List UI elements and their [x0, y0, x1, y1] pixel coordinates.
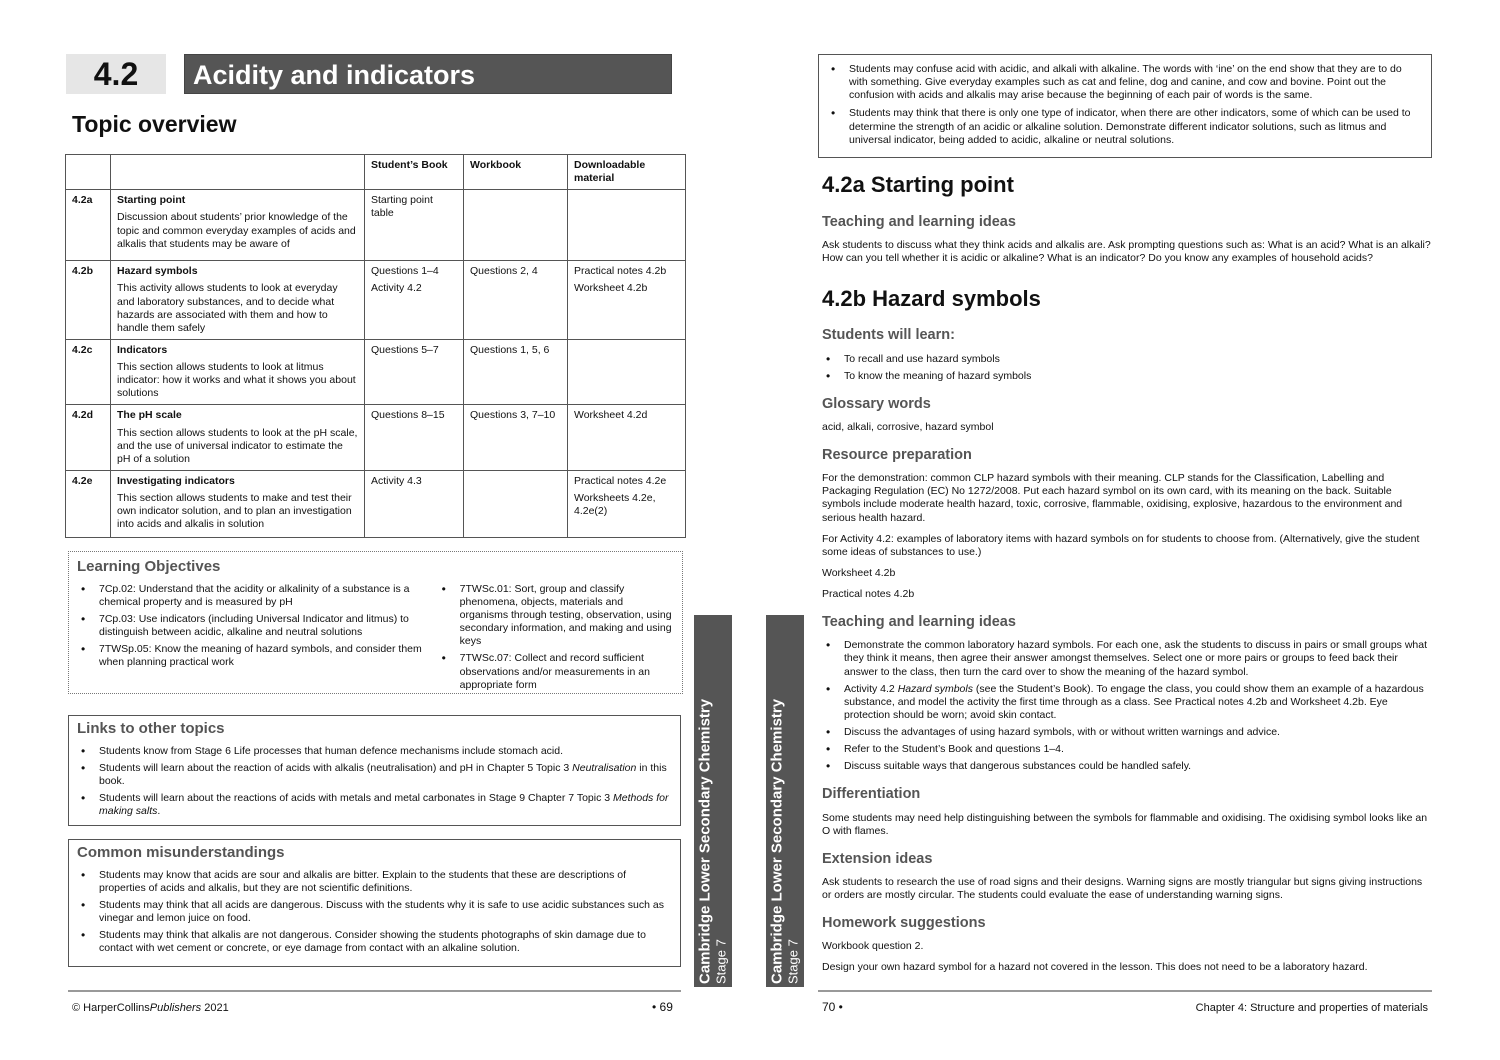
table-header: [111, 155, 365, 190]
links-text: in this book.: [99, 761, 667, 787]
row-description-cell: [111, 261, 365, 340]
misunderstandings-heading: Common misunderstandings: [77, 844, 285, 861]
students-book-cell: [365, 190, 464, 261]
table-row: [66, 190, 686, 261]
row-code: 4.2d: [66, 405, 111, 471]
links-item: [77, 762, 672, 788]
workbook-cell: [464, 261, 568, 340]
overview-heading: Topic overview: [72, 111, 237, 137]
students-book-cell: [365, 405, 464, 471]
footer-copyright: [72, 1002, 229, 1016]
cell-text: Questions 5–7: [371, 343, 439, 356]
band-stage: Stage 7: [785, 939, 801, 984]
downloadable-cell: [568, 339, 686, 405]
teaching-ref: Hazard symbols: [897, 682, 973, 695]
learning-objectives-box: [68, 551, 683, 694]
band-title: Cambridge Lower Secondary Chemistry: [696, 698, 714, 984]
table-header: Downloadable material: [568, 155, 686, 190]
band-title: Cambridge Lower Secondary Chemistry: [768, 698, 786, 984]
students-book-cell: [365, 261, 464, 340]
cell-text: Worksheet 4.2b: [574, 282, 648, 295]
row-description-cell: [111, 190, 365, 261]
paragraph: Some students may need help distinguishing between the symbols for flammable and oxidising. The oxidising symbol looks like an O with flames.: [822, 811, 1428, 837]
subsection-heading: Resource preparation: [822, 447, 972, 463]
subsection-heading: Teaching and learning ideas: [822, 213, 1016, 230]
learning-item: • To know the meaning of hazard symbols: [822, 370, 1432, 383]
workbook-cell: [464, 190, 568, 261]
links-item: • Students know from Stage 6 Life processes that human defence mechanisms include stomach acid.: [77, 745, 672, 758]
misunderstandings-list: [77, 869, 672, 956]
downloadable-cell: [568, 261, 686, 340]
subsection-heading: Glossary words: [822, 395, 931, 412]
learning-item: • To recall and use hazard symbols: [822, 353, 1432, 366]
objective-item: • 7Cp.02: Understand that the acidity or alkalinity of a substance is a chemical property and is measured by pH: [77, 583, 424, 609]
misunderstanding-item: • Students may think that all acids are dangerous. Discuss with the students why it is safe to use acidic substances such as vinegar and lemon juice on food.: [77, 899, 672, 925]
misunderstanding-item: • Students may think that there is only one type of indicator, when there are other indicators, some of which can be used to determine the strength of an acidic or alkaline solution. Demonstrate different indicator solutions, such as litmus and universal indicator, being added to acidic, alkaline or neutral solutions.: [827, 107, 1423, 146]
links-ref: Methods for making salts: [99, 792, 669, 818]
links-ref: Neutralisation: [572, 761, 637, 774]
paragraph: Ask students to discuss what they think acids and alkalis are. Ask prompting questions such as: What is an acid? What is an alkali? How can you tell whether it is acidic or alkaline? What is an indicator? Do you know any examples of household acids?: [822, 238, 1431, 264]
row-title: Hazard symbols: [117, 265, 198, 278]
paragraph: Workbook question 2.: [822, 940, 924, 953]
row-code: 4.2c: [66, 339, 111, 405]
cell-text: Practical notes 4.2b: [574, 265, 667, 278]
row-description: This section allows students to make and test their own indicator solution, and to plan an investigation into acids and alkalis in solution: [117, 492, 352, 531]
page-number-right: 70 •: [822, 1000, 843, 1014]
right-content: [822, 171, 1432, 983]
row-description-cell: [111, 405, 365, 471]
cell-text: Questions 8–15: [371, 409, 445, 422]
workbook-cell: [464, 470, 568, 537]
objectives-list: [77, 583, 424, 696]
links-text: Students will learn about the reaction of acids with alkalis (neutralisation) and pH in Chapter 5 Topic 3: [99, 761, 573, 774]
page-number-left: • 69: [652, 1000, 673, 1014]
learning-objectives-heading: Learning Objectives: [77, 558, 221, 575]
row-description: This section allows students to look at the pH scale, and the use of universal indicator to estimate the pH of a solution: [117, 426, 358, 465]
topic-overview-table: [65, 154, 686, 538]
footer-chapter: Chapter 4: Structure and properties of materials: [1195, 1002, 1428, 1014]
table-header-row: [66, 155, 686, 190]
row-code: 4.2e: [66, 470, 111, 537]
links-text: Students will learn about the reactions of acids with metals and metal carbonates in Stage 9 Chapter 7 Topic 3: [99, 792, 614, 805]
objective-item: • 7TWSp.05: Know the meaning of hazard symbols, and consider them when planning practical work: [77, 643, 424, 669]
row-title: Investigating indicators: [117, 474, 235, 487]
cell-text: Worksheet 4.2d: [574, 409, 648, 422]
objective-item: • 7TWSc.01: Sort, group and classify phenomena, objects, materials and organisms through testing, observation, using secondary information, and making and using keys: [438, 583, 674, 649]
workbook-cell: [464, 339, 568, 405]
objective-item: • 7Cp.03: Use indicators (including Universal Indicator and litmus) to distinguish between acidic, alkaline and neutral solutions: [77, 613, 424, 639]
subsection-heading: Students will learn:: [822, 327, 955, 344]
cell-text: Questions 3, 7–10: [470, 409, 556, 422]
paragraph: Worksheet 4.2b: [822, 566, 896, 579]
cell-text: Worksheets 4.2e, 4.2e(2): [574, 492, 656, 518]
table-row: [66, 339, 686, 405]
downloadable-cell: [568, 470, 686, 537]
cell-text: Questions 1, 5, 6: [470, 343, 550, 356]
misunderstandings-box: [68, 839, 681, 967]
workbook-cell: [464, 405, 568, 471]
row-description: Discussion about students’ prior knowledge of the topic and common everyday examples of acids and alkalis that students may be aware of: [117, 211, 356, 250]
teaching-text: Activity 4.2: [844, 682, 898, 695]
links-heading: Links to other topics: [77, 720, 225, 737]
misunderstanding-item: • Students may know that acids are sour and alkalis are bitter. Explain to the students that these are descriptions of properties of acids and alkalis, but they are not scientific definitions.: [77, 869, 672, 895]
band-stage: Stage 7: [713, 939, 729, 984]
teaching-list: [822, 639, 1432, 773]
paragraph: Practical notes 4.2b: [822, 588, 915, 600]
footer-rule: [68, 990, 681, 992]
row-title: The pH scale: [117, 409, 182, 422]
downloadable-cell: [568, 190, 686, 261]
row-description: This section allows students to look at litmus indicator: how it works and what it shows you about solutions: [117, 361, 356, 400]
copyright-text: © HarperCollins: [72, 1002, 150, 1014]
row-code: 4.2b: [66, 261, 111, 340]
row-code: 4.2a: [66, 190, 111, 261]
copyright-text: 2021: [201, 1002, 229, 1014]
table-row: [66, 261, 686, 340]
row-title: Starting point: [117, 194, 186, 207]
table-header: Student’s Book: [365, 155, 464, 190]
teaching-item: • Demonstrate the common laboratory hazard symbols. For each one, ask the students to discuss in pairs or small groups what they think it means, then agree their answer amongst themselves. Select one or more pairs or groups to feed back their answer to the class, then turn the card over to show the meaning of the hazard symbol.: [822, 639, 1432, 678]
cell-text: Starting point table: [371, 194, 433, 220]
side-band-left: [694, 615, 732, 987]
misunderstandings-list: [827, 63, 1423, 147]
teaching-item: • Discuss suitable ways that dangerous substances could be handled safely.: [822, 760, 1432, 773]
row-description-cell: [111, 339, 365, 405]
row-description-cell: [111, 470, 365, 537]
links-text: .: [157, 805, 161, 818]
cell-text: Questions 2, 4: [470, 265, 538, 278]
footer-rule: [818, 990, 1432, 992]
links-item: [77, 792, 672, 818]
section-heading: 4.2b Hazard symbols: [822, 285, 1041, 311]
table-row: [66, 470, 686, 537]
students-book-cell: [365, 339, 464, 405]
paragraph: acid, alkali, corrosive, hazard symbol: [822, 420, 994, 433]
objective-item: • 7TWSc.07: Collect and record sufficient observations and/or measurements in an appropriate form: [438, 652, 674, 691]
subsection-heading: Homework suggestions: [822, 915, 986, 932]
misunderstanding-item: • Students may think that alkalis are not dangerous. Consider showing the students photographs of skin damage due to contact with wet cement or concrete, or eye damage from contact with an alkaline solution.: [77, 929, 672, 955]
students-book-cell: [365, 470, 464, 537]
links-box: [68, 715, 681, 826]
topic-number: 4.2: [66, 54, 166, 94]
links-list: [77, 745, 672, 819]
learning-list: [822, 353, 1432, 383]
paragraph: Design your own hazard symbol for a hazard not covered in the lesson. This does not need to be a laboratory hazard.: [822, 961, 1368, 974]
teaching-item: • Refer to the Student’s Book and questions 1–4.: [822, 743, 1432, 756]
misunderstanding-item: • Students may confuse acid with acidic, and alkali with alkaline. The words with ‘ine’ on the end show that they are to do with something. Give everyday examples such as cat and feline, dog and canine, and cow and bovine. Point out the confusion with acids and alkalis may arise because the beginning of each pair of words is the same.: [827, 63, 1423, 102]
paragraph: For Activity 4.2: examples of laboratory items with hazard symbols on for students to choose from. (Alternatively, give the student some ideas of substances to use.): [822, 532, 1420, 558]
cell-text: Questions 1–4: [371, 265, 439, 278]
objectives-list: [438, 583, 674, 696]
subsection-heading: Teaching and learning ideas: [822, 614, 1016, 631]
paragraph: For the demonstration: common CLP hazard symbols with their meaning. CLP stands for the Classification, Labelling and Packaging Regulation (EC) No 1272/2008. Put each hazard symbol on its own card, with its meaning on the back. Suitable symbols include moderate health hazard, toxic, corrosive, flammable, oxidising, explosive, hazardous to the environment and serious health hazard.: [822, 472, 1403, 524]
subsection-heading: Extension ideas: [822, 850, 933, 867]
table-header: Workbook: [464, 155, 568, 190]
copyright-text: Publishers: [149, 1002, 202, 1014]
cell-text: Activity 4.3: [371, 474, 422, 487]
section-heading: 4.2a Starting point: [822, 172, 1014, 197]
paragraph: Ask students to research the use of road signs and their designs. Warning signs are mostly triangular but signs giving instructions or orders are mostly circular. The students could evaluate the ease of understanding warning signs.: [822, 875, 1423, 901]
teaching-item: [822, 683, 1432, 722]
teaching-item: • Discuss the advantages of using hazard symbols, with or without written warnings and advice.: [822, 726, 1432, 739]
row-description: This activity allows students to look at everyday and laboratory substances, and to decide what hazards are associated with them and how to handle them safely: [117, 282, 338, 334]
misunderstandings-continued-box: [818, 54, 1432, 158]
cell-text: Practical notes 4.2e: [574, 474, 667, 487]
table-row: [66, 405, 686, 471]
row-title: Indicators: [117, 343, 168, 356]
cell-text: Activity 4.2: [371, 282, 422, 295]
side-band-right: [766, 615, 804, 987]
topic-title: Acidity and indicators: [184, 54, 672, 94]
subsection-heading: Differentiation: [822, 786, 921, 803]
teaching-text: (see the Student’s Book). To engage the class, you could show them an example of a hazardous substance, and model the activity the first time through as a class. See Practical notes 4.2b and Worksheet 4.2b. Eye protection should be worn; avoid skin contact.: [844, 682, 1424, 721]
downloadable-cell: [568, 405, 686, 471]
table-header: [66, 155, 111, 190]
